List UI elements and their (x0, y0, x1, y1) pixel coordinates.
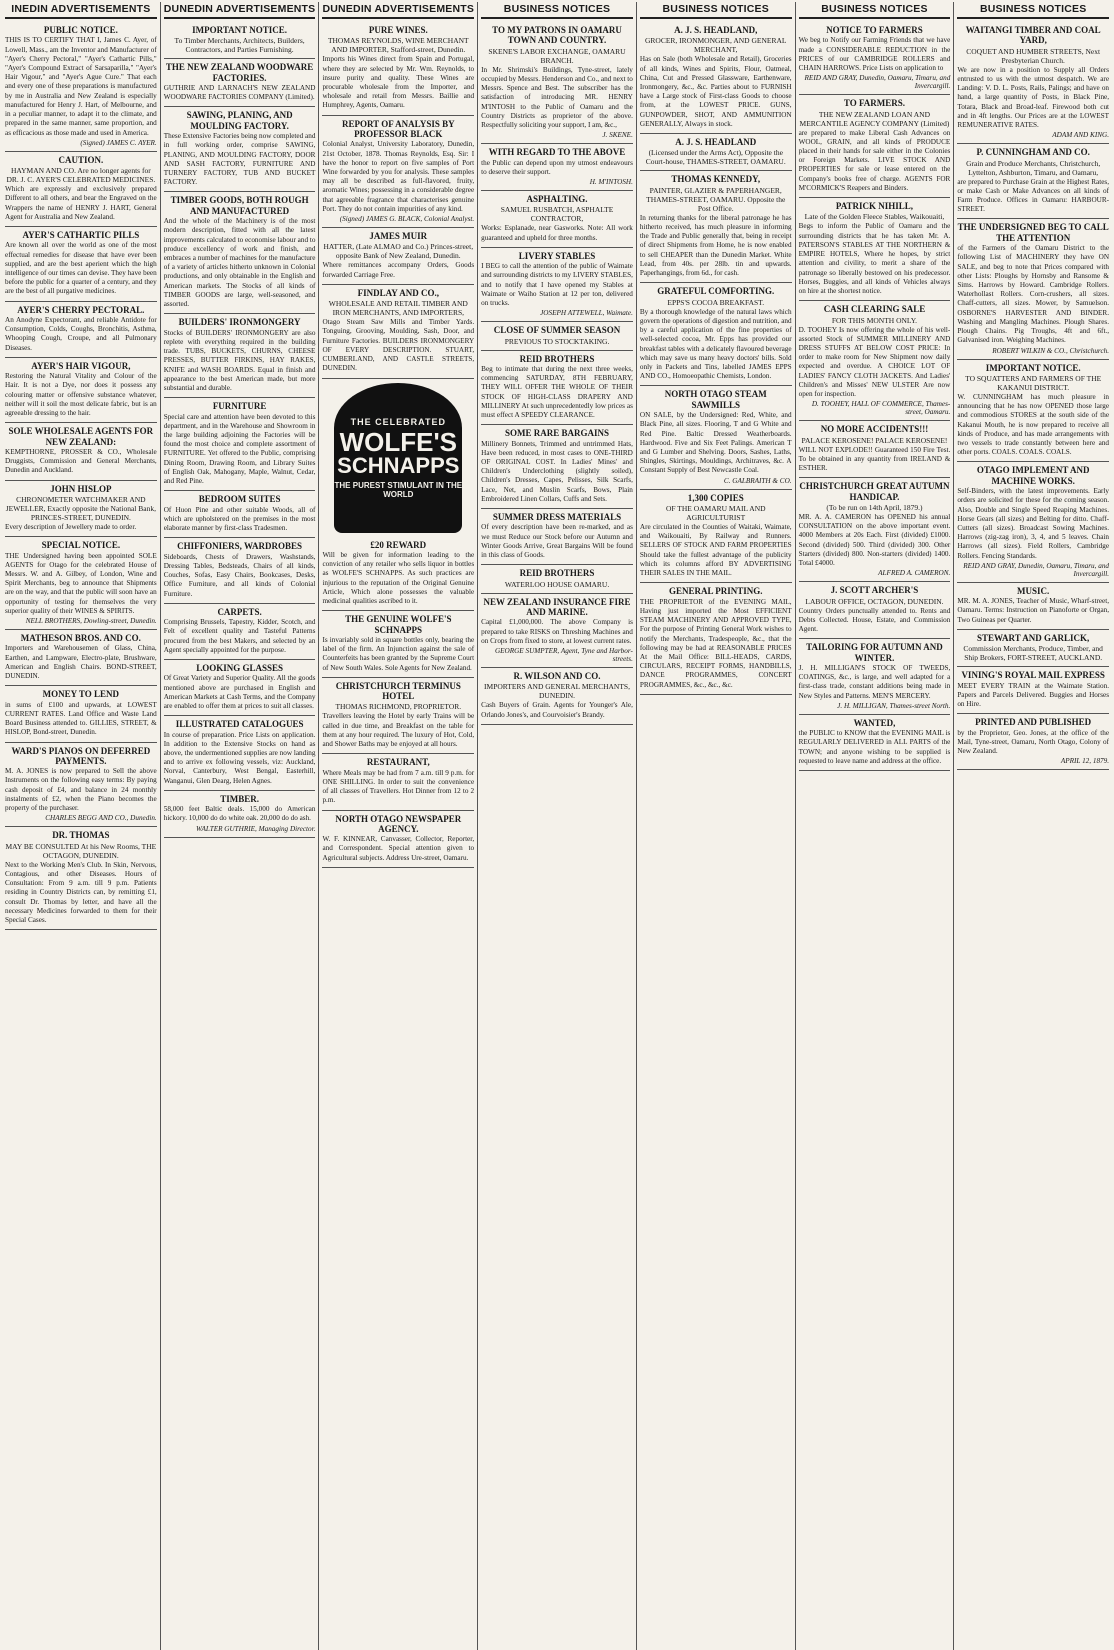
ad-body: Imports his Wines direct from Spain and Portugal, where they are selected by Mr. Wm. Reynolds, to insure purity and quality. These Wines are procurable wholesale from the Importer, and wholesale and retail from Messrs. Baillie and Humphrey, Agents, Oamaru. (322, 55, 475, 110)
ad-title: PATRICK NIHILL, (835, 201, 914, 212)
advertisement (5, 481, 157, 538)
ad-subtitle: (Licensed under the Arms Act), Opposite the Court-house, THAMES-STREET, OAMARU. (645, 148, 786, 167)
column-header: DUNEDIN ADVERTISEMENTS (322, 2, 474, 19)
schnapps-line-2: WOLFE'S (339, 426, 457, 457)
ad-signature: WALTER GUTHRIE, Managing Director. (195, 824, 316, 833)
ad-title: BUILDERS' IRONMONGERY (178, 317, 301, 328)
ad-signature: (Signed) JAMES G. BLACK, Colonial Analyst. (339, 215, 475, 224)
column-header: DUNEDIN ADVERTISEMENTS (164, 2, 316, 19)
ad-title: SAWING, PLANING, AND MOULDING FACTORY. (186, 110, 293, 131)
ad-body: Beg to intimate that during the next three weeks, commencing SATURDAY, 8TH FEBRUARY, THEY WILL OFFER THE WHOLE OF THEIR STOCK OF HIGH-CLASS DRAPERY AND MILLINERY At such unprecedentedly low prices as must effect A SPEEDY CLEARANCE. (481, 364, 633, 419)
ad-body: J. H. MILLIGAN'S STOCK OF TWEEDS, COATINGS, &c., is large, and well adapted for a first-class trade, constant additions being made in New Styles and Patterns. MEN'S MERCERY. (798, 663, 951, 700)
ad-title: THE GENUINE WOLFE'S SCHNAPPS (345, 614, 452, 635)
ad-body: in sums of £100 and upwards, at LOWEST CURRENT RATES. Land Office and Waste Land Board Business attended to. GILLIES, STREET, & HISLOP, Bond-street, Dunedin. (5, 700, 157, 737)
ad-body: Colonial Analyst, University Laboratory, Dunedin, 21st October, 1878. Thomas Reynolds, Esq. Sir: I have the honor to report on five samples of Port Wine forwarded by you for analysis. These samples may all be described as full-flavored, fruity, aromatic Wines; possessing in a considerable degree that agreeable fragrance that characterises genuine Port. They do not contain impurities of any kind. (322, 140, 475, 213)
ad-title: CLOSE OF SUMMER SEASON (493, 325, 621, 336)
ad-subtitle: GROCER, IRONMONGER, AND GENERAL MERCHANT, (645, 36, 787, 55)
ad-body: Works: Esplanade, near Gasworks. Note: All work guaranteed and upheld for three months. (481, 224, 633, 242)
ad-body: Country Orders punctually attended to. Rents and Debts Collected. House, Estate, and Commission Agent. (798, 606, 951, 634)
ad-title: LIVERY STABLES (518, 250, 596, 261)
ad-signature: J. H. MILLIGAN, Thames-street North. (837, 701, 951, 710)
ad-body: THIS IS TO CERTIFY THAT I, James C. Ayer, of Lowell, Mass., am the Inventor and Manufacturer of "Ayer's Cherry Pectoral," "Ayer's Cathartic Pills," "Ayer's Compound Extract of Sarsaparilla," "Ayer's Hair Vigour," and "Ayer's Ague Cure." That each and every one of these preparations is manufactured by me in Australia and New Zealand is especially manufactured for Henry J. Hart, of Melbourne, and in a peculiar manner, to adapt it to the climate, and prepared in the same manner, same proportion, and as efficacious as those made and used in America. (5, 36, 157, 137)
ad-title: A. J. S. HEADLAND (675, 137, 757, 148)
advertisement (322, 754, 474, 810)
advertisement (5, 630, 157, 686)
ad-title: PUBLIC NOTICE. (43, 25, 118, 35)
ad-body: W. CUNNINGHAM has much pleasure in announcing that he has now OPENED those large and commodious STORES at the south side of the Kakanui Mouth, he is now prepared to receive all kinds of Produce, and has made arrangements with two vessels to trade constantly between here and other ports. COALS. COALS. COALS. (957, 392, 1110, 457)
ad-body: Travellers leaving the Hotel by early Trains will be called in due time, and Breakfast on the table for them at any hour required. The luxury of Hot, Cold, and Shower Baths may be enjoyed at all hours. (322, 712, 475, 749)
advertisement (957, 583, 1109, 630)
ad-body: are prepared to make Liberal Cash Advances on WOOL, GRAIN, and all kinds of PRODUCE placed in their hands for sale either in the Colonies or Foreign Markets. LIVE STOCK AND PROPERTIES for sale or lease entered on the Company's books free of charge. AGENTS FOR M'CORMICK'S Reapers and Binders. (798, 128, 951, 192)
ad-subtitle: Grain and Produce Merchants, Christchurch, Lyttelton, Ashburton, Timaru, and Oamaru, (966, 158, 1101, 177)
ad-title: WANTED, (853, 717, 896, 728)
advertisement (957, 714, 1109, 770)
ad-body: Millinery Bonnets, Trimmed and untrimmed Hats, Have been reduced, in most cases to ONE-THIRD OF ORIGINAL COST. In Ladies' Mines' and Children's Underclothing (slightly soiled), Children's Dresses, Capes, Pelisses, Silk Scarfs, Lace, Net, and Muslin Scarfs, Bows, Plain Embroidered Linen Collars, Cuffs and Sets. (481, 439, 633, 503)
ad-signature: ROBERT WILKIN & CO., Christchurch. (992, 346, 1110, 355)
advertisement (481, 351, 633, 426)
schnapps-bottle-illustration (334, 383, 462, 533)
column-7 (954, 2, 1112, 1650)
advertisement (640, 283, 792, 386)
advertisement (322, 116, 474, 228)
ad-title: THE UNDERSIGNED BEG TO CALL THE ATTENTION (957, 222, 1109, 243)
advertisement (481, 144, 633, 191)
ad-body: THE PROPRIETOR of the EVENING MAIL, Having just imported the Most EFFICIENT STEAM MACHINERY AND APPROVED TYPE, For the purpose of Printing General Work wishes to notify the Merchants, Tradespeople, &c., that the following may be had at REASONABLE PRICES At the Mail Office: BILL-HEADS, CARDS, CIRCULARS, RECEIPT FORMS, HANDBILLS, DANCE PROGRAMMES, CONCERT PROGRAMMES, &c., &c., &c. (639, 597, 792, 689)
schnapps-line-4: THE PUREST STIMULANT IN THE WORLD (334, 480, 463, 499)
ad-title: REPORT OF ANALYSIS BY PROFESSOR BLACK (341, 118, 455, 139)
ad-body: Begs to inform the Public of Oamaru and the surrounding districts that he has taken Mr. A. PATERSON'S STABLES AT THE NORTHERN & EMPIRE HOTELS, Where he hopes, by strict attention and civility, to merit a share of the patronage so liberally bestowed on his predecessor. Horses, Buggies, and all kinds of Vehicles always on hire at the shortest notice. (798, 222, 951, 295)
advertisement (640, 134, 792, 171)
advertisement (799, 715, 951, 771)
ad-body: Will be given for information leading to the conviction of any retailer who sells liquor in bottles as WOLFE'S SCHNAPPS. As such practices are injurious to the reputation of the Original Genuine Article, Which alone possesses the valuable medicinal qualities ascribed to it. (322, 550, 475, 605)
ad-body: MR. M. A. JONES, Teacher of Music, Wharf-street, Oamaru. Terms: Instruction on Pianoforte or Organ, Two Guineas per Quarter. (957, 597, 1110, 624)
ad-signature: JOSEPH ATTEWELL, Waimate. (540, 309, 633, 318)
ad-body: THE Undersigned having been appointed SOLE AGENTS for Otago for the celebrated House of Messrs. W. and A. Gilbey, of London, Wine and Spirit Merchants, beg to announce that Shipments are on the way, and that the public will soon have an opportunity of testing for themselves the very superior quality of their WINES & SPIRITS. (5, 551, 157, 615)
advertisement (164, 716, 316, 791)
ad-title: TIMBER GOODS, BOTH ROUGH AND MANUFACTURED (170, 195, 309, 216)
ad-title: IMPORTANT NOTICE. (985, 362, 1081, 373)
ad-title: JOHN HISLOP (50, 483, 112, 494)
ad-body: Of Great Variety and Superior Quality. All the goods mentioned above are purchased in English and American Markets at Cash Terms, and the Company are enabled to offer them at prices to suit all classes. (163, 674, 316, 710)
advertisement (164, 107, 316, 192)
ad-body: KEMPTHORNE, PROSSER & CO., Wholesale Druggists, Commission and General Merchants, Dunedin and Auckland. (5, 447, 157, 475)
ad-body: GUTHRIE AND LARNACH'S NEW ZEALAND WOODWARE FACTORIES COMPANY (Limited). (163, 84, 316, 102)
advertisement (799, 582, 951, 639)
ad-subtitle: FOR THIS MONTH ONLY. (831, 315, 918, 325)
advertisement (5, 358, 157, 423)
ad-title: IMPORTANT NOTICE. (192, 25, 288, 35)
ad-subtitle: WHOLESALE AND RETAIL TIMBER AND IRON MERCHANTS, AND IMPORTERS, (328, 299, 468, 318)
ad-subtitle: MAY BE CONSULTED At his New Rooms, THE OCTAGON, DUNEDIN. (5, 841, 157, 860)
advertisement (322, 22, 474, 116)
schnapps-line-3: SCHNAPPS (337, 452, 460, 478)
advertisement (957, 22, 1109, 144)
advertisement (481, 22, 633, 144)
ad-title: AYER'S CHERRY PECTORAL. (17, 304, 145, 315)
ad-title: TIMBER. (220, 793, 259, 804)
advertisement (481, 248, 633, 322)
column-1 (2, 2, 161, 1650)
ad-body: Cash Buyers of Grain. Agents for Younger's Ale, Orlando Jones's, and Courvoisier's Brandy. (481, 701, 633, 719)
advertisement (322, 228, 474, 285)
ad-title: DR. THOMAS (52, 830, 110, 841)
ad-signature: CHARLES BEGG AND CO., Dunedin. (45, 814, 157, 823)
ad-title: CHRISTCHURCH GREAT AUTUMN HANDICAP. (799, 481, 950, 502)
ad-title: PRINTED AND PUBLISHED (975, 717, 1092, 728)
ad-body: 58,000 feet Baltic deals. 15,000 do American hickory. 10,000 do do white oak. 20,000 do do ash. (163, 805, 316, 823)
ad-body: Are circulated in the Counties of Waitaki, Waimate, and Waikouaiti, By Railway and Runners. SELLERS OF STOCK AND FARM PROPERTIES Should take the fullest advantage of the publicity which its columns afford BY ADVERTISING THEIR SALES IN THE MAIL. (639, 522, 792, 578)
ad-signature: H. M'INTOSH. (589, 178, 633, 186)
column-header: INEDIN ADVERTISEMENTS (5, 2, 157, 19)
ad-body: W. F. KINNEAR, Canvasser, Collector, Reporter, and Correspondent. Special attention given to Agricultural subjects. Address Ure-street, Oamaru. (322, 835, 475, 862)
advertisement (481, 191, 633, 248)
advertisement (481, 509, 633, 565)
advertisement (5, 537, 157, 630)
column-2 (161, 2, 320, 1650)
advertisement (481, 594, 633, 668)
ad-body: of the Farmers of the Oamaru District to the following List of MACHINERY they have ON SALE, and beg to note that Prices compared with other Lists: Ploughs by Hornsby and Ransome & Sims. Harrows by Howard. Cambridge Rollers. Waterhollast Rollers. Corn-crushers, all sizes. Chaff-cutters, all sizes. Mower, by Samuelson. OSBORNE'S HARVESTER AND BINDER. Washing and Mangling Machines. Plough Shares. Plough Chains. Pig Troughs, 4ft and 6ft., Galvanised iron. Weighing Machines. (957, 244, 1110, 345)
advertisement (799, 95, 951, 198)
ad-body: by the Proprietor, Geo. Jones, at the office of the Mail, Tyne-street, Oamaru, North Otago, Colony of New Zealand. (957, 728, 1110, 755)
column-5 (637, 2, 796, 1650)
ad-body: And the whole of the Machinery is of the most modern description, fitted with all the latest improvements calculated to economise labour and to produce excellency of work and finish, and embraces a number of machines for the manufacture of a variety of articles hitherto unknown in Colonial productions, and only obtainable in the English and American markets. The Stocks of all kinds of TIMBER GOODS are large, well-seasoned, and assorted. (163, 217, 316, 309)
ad-title: GRATEFUL COMFORTING. (657, 286, 775, 297)
ad-title: 1,300 COPIES (687, 492, 744, 503)
ad-subtitle: LABOUR OFFICE, OCTAGON, DUNEDIN. (805, 596, 944, 606)
advertisement (481, 322, 633, 350)
advertisement (957, 219, 1109, 359)
advertisement (5, 743, 157, 828)
ad-body: Where Meals may be had from 7 a.m. till 9 p.m. for ONE SHILLING. In order to suit the convenience of all classes of Travellers. Hot Dinner from 12 to 2 p.m. (322, 768, 475, 805)
ad-body: Otago Steam Saw Mills and Timber Yards. Tonguing, Grooving, Moulding, Sash, Door, and Furniture Factories. BUILDERS IRONMONGERY OF EVERY DESCRIPTION. STUART, CUMBERLAND, AND CASTLE STREETS, DUNEDIN. (322, 318, 475, 373)
advertisement (164, 491, 316, 538)
ad-title: FINDLAY AND CO., (357, 287, 439, 298)
column-3 (319, 2, 478, 1650)
ad-signature: NELL BROTHERS, Dowling-street, Dunedin. (25, 617, 157, 626)
ad-title: CARPETS. (217, 606, 262, 617)
ad-title: WAITANGI TIMBER AND COAL YARD, (965, 25, 1101, 46)
ad-title: MONEY TO LEND (42, 689, 120, 700)
ad-title: NEW ZEALAND INSURANCE FIRE AND MARINE. (483, 596, 631, 617)
ad-body: Comprising Brussels, Tapestry, Kidder, Scotch, and Felt of excellent quality and Tasteful Patterns procured from the best Makers, and selected by an Agent specially appointed for the purpose. (163, 618, 316, 654)
advertisement (481, 425, 633, 509)
advertisement (322, 678, 474, 755)
ad-title: VINING'S ROYAL MAIL EXPRESS (961, 670, 1105, 681)
ad-body: Are known all over the world as one of the most effectual remedies for disease that have ever been supplied, and are the best aperient which the high intelligence of our times can devise. They have been before the public for a quarter of a century, and they are the best of all purgative medicines. (5, 241, 157, 296)
advertisement (640, 490, 792, 584)
ad-title: TAILORING FOR AUTUMN AND WINTER. (806, 642, 943, 663)
ad-title: RESTAURANT, (366, 757, 430, 768)
ad-title: ASPHALTING. (526, 194, 588, 204)
ad-title: SOLE WHOLESALE AGENTS FOR NEW ZEALAND: (8, 426, 154, 447)
advertisement (5, 22, 157, 152)
ad-body: MR. A. A. CAMERON has OPENED his annual CONSULTATION on the above important event. 4000 Members at 20s Each. First (divided) £1000. Second (divided) 500. Third (divided) 300. Other Starters (divided) 800. Non-starters (divided) 1400. Total £4000. (798, 512, 951, 568)
ad-title: GENERAL PRINTING. (668, 586, 763, 597)
ad-subtitle: Late of the Golden Fleece Stables, Waikouaiti, (804, 212, 945, 222)
advertisement (481, 668, 633, 725)
ad-title: NO MORE ACCIDENTS!!! (820, 424, 929, 435)
ad-signature: D. TOOHEY, HALL OF COMMERCE, Thames-street, Oamaru. (811, 400, 951, 417)
ad-body: Of every description have been re-marked, and as we must Reduce our Stock before our Autumn and Winter Goods Arrive, Great Bargains Will be found in this class of Goods. (481, 523, 633, 560)
ad-title: A. J. S. HEADLAND, (674, 25, 758, 35)
column-header: BUSINESS NOTICES (957, 2, 1109, 19)
ad-subtitle: Commission Merchants, Produce, Timber, and Ship Brokers, FORT-STREET, AUCKLAND. (963, 644, 1103, 663)
ad-title: R. WILSON AND CO. (513, 671, 601, 681)
ad-subtitle: (To be run on 14th April, 1879.) (826, 502, 923, 512)
advertisement (957, 144, 1109, 219)
advertisement (640, 583, 792, 695)
ad-body: Importers and Warehousemen of Glass, China, Earthen, and Lampware, Electro-plate, Brushware, American and English Chairs. BOND-STREET, DUNEDIN. (5, 644, 157, 681)
ad-subtitle: THOMAS REYNOLDS, WINE MERCHANT AND IMPORTER, Stafford-street, Dunedin. (327, 36, 469, 55)
ad-body: WILL NOT EXPLODE!! Guaranteed 150 Fire Test. To be obtained in any quantity from IRELAND & ESTHER. (798, 445, 951, 473)
advertisement (5, 686, 157, 742)
ad-signature: J. SKENE. (602, 131, 633, 140)
ad-subtitle: THE NEW ZEALAND LOAN AND MERCANTILE AGENCY COMPANY (Limited) (799, 109, 950, 128)
advertisement (164, 791, 316, 838)
ad-body: Stocks of BUILDERS' IRONMONGERY are also replete with everything required in the building trade. TUBS, BUCKETS, CHURNS, CHEESE PRESSES, BUTTER FIRKINS, HAY RAKES, KNIFE and WASH BOARDS. Equal in finish and appearance to the best American made, but more substantial and durable. (163, 328, 316, 392)
advertisement (957, 360, 1109, 463)
ad-title: TO FARMERS. (843, 98, 906, 109)
advertisement (799, 301, 951, 421)
ad-title: BEDROOM SUITES (198, 494, 281, 505)
ad-body: These Extensive Factories being now completed and in full working order, comprise SAWING, PLANING, AND MOULDING FACTORY, DOOR AND SASH FACTORY, FURNITURE AND TURNERY FACTORY, TUB AND BUCKET FACTORY. (163, 132, 316, 187)
ad-title: SUMMER DRESS MATERIALS (492, 512, 622, 523)
ad-body: In course of preparation. Price Lists on application. In addition to the Extensive Stocks on hand as above, the undermentioned supplies are now landing and to arrive ex following vessels, viz: Auckland, Norval, Canterbury, West Bengal, Easterhill, Wanganui, Glen Dearg, Helen Agnes. (163, 730, 316, 785)
advertisement (799, 639, 951, 715)
ad-body: By a thorough knowledge of the natural laws which govern the operations of digestion and nutrition, and by a careful application of the fine properties of well-selected cocoa, Mr. Epps has provided our breakfast tables with a delicately flavoured beverage which may save us many heavy doctors' bills. Sold only in Packets and Tins, labelled JAMES EPPS AND CO., Homoeopathic Chemists, London. (639, 307, 792, 381)
ad-subtitle: EPPS'S COCOA BREAKFAST. (667, 297, 765, 307)
ad-body: are prepared to Purchase Grain at the Highest Rates, or make Cash or Make Advances on all kinds of Farm Produce. Offices in Oamaru: HARBOUR-STREET. (957, 177, 1110, 214)
ad-title: £20 REWARD (370, 539, 427, 550)
ad-body: Is invariably sold in square bottles only, bearing the label of the firm. An Injunction against the sale of Counterfeits has been granted by the Supreme Court of New South Wales. Sole Agents for New Zealand. (322, 635, 475, 672)
advertisement (164, 660, 316, 716)
ad-body: Special care and attention have been devoted to this department, and in the Warehouse and Showroom in the large building adjoining the Factories will be found the most choice and complete assortment of FURNITURE. Yet offered to the Public, comprising Dining Room, Drawing Room, and Library Suites of English Oak, Mahogany, Maple, Walnut, Cedar, and Red Pine. (163, 412, 316, 486)
column-header: BUSINESS NOTICES (640, 2, 792, 19)
ad-subtitle: PAINTER, GLAZIER & PAPERHANGER, THAMES-STREET, OAMARU. Opposite the Post Office. (646, 185, 786, 213)
column-header: BUSINESS NOTICES (799, 2, 951, 19)
ad-title: TO MY PATRONS IN OAMARU TOWN AND COUNTRY. (492, 25, 622, 46)
ad-body: D. TOOHEY Is now offering the whole of his well-assorted Stock of SUMMER MILLINERY AND DRESS STUFFS AT BELOW COST PRICE: In order to make room for New Shipment now daily expected and overdue. A CHOICE LOT OF LADIES' FANCY CLOTH JACKETS. And Ladies' Children's and Misses' NEW ULSTER Are now open for inspection. (798, 325, 951, 399)
ad-body: M. A. JONES is now prepared to Sell the above Instruments on the following easy terms: By paying cash deposit of £4, and balance in 24 monthly instalments of £2, when the Piano becomes the property of the purchaser. (5, 767, 157, 813)
ad-title: NOTICE TO FARMERS (826, 25, 923, 35)
advertisement (5, 827, 157, 930)
advertisement (164, 192, 316, 314)
ad-title: NORTH OTAGO STEAM SAWMILLS (664, 389, 767, 410)
ad-signature: REID AND GRAY, Dunedin, Oamaru, Timaru, and Invercargill. (963, 561, 1110, 578)
ad-body: Capital £1,000,000. The above Company is prepared to take RISKS on Threshing Machines and on Crops from fixed to store, at lowest current rates. (481, 618, 633, 645)
ad-title: ILLUSTRATED CATALOGUES (175, 719, 304, 730)
ad-title: SOME RARE BARGAINS (505, 428, 610, 439)
ad-body: Of Huon Pine and other suitable Woods, all of which are upholstered on the premises in the most elaborate manner by first-class Tradesmen. (163, 505, 316, 533)
advertisement (164, 398, 316, 491)
column-4 (478, 2, 637, 1650)
ad-title: THE NEW ZEALAND WOODWARE FACTORIES. (165, 62, 314, 83)
ad-title: WITH REGARD TO THE ABOVE (488, 147, 626, 158)
ad-title: CAUTION. (58, 154, 104, 165)
ad-title: STEWART AND GARLICK, (977, 632, 1090, 643)
ad-title: REID BROTHERS (519, 353, 595, 364)
advertisement (5, 423, 157, 480)
ad-title: MATHESON BROS. AND CO. (20, 633, 141, 644)
ad-title: OTAGO IMPLEMENT AND MACHINE WORKS. (976, 465, 1090, 486)
ad-title: CHRISTCHURCH TERMINUS HOTEL (335, 680, 461, 702)
advertisement (164, 538, 316, 603)
ad-body: We are now in a position to Supply all Orders entrusted to us with the utmost despatch. We are Landing: V. D. L. Posts, Rails, Palings; and have on hand, a large quantity of Posts, in Black Pine, Totara, Black and Broad-leaf. Firewood both cut and in 4ft lengths. Our Prices are at the LOWEST REMUNERATIVE RATES. (957, 65, 1110, 129)
ad-body: Which are expressly and exclusively prepared Different to all others, and bear the Engraved on the Wrappers the name of HENRY J. HART, General Agent for Australia and New Zealand. (5, 185, 157, 221)
ad-title: REID BROTHERS (519, 568, 595, 579)
ad-title: AYER'S CATHARTIC PILLS (22, 229, 140, 240)
ad-body: An Anodyne Expectorant, and reliable Antidote for Consumption, Colds, Coughs, Bronchitis, Asthma, Whooping Cough, Croupe, and all Pulmonary Diseases. (5, 315, 157, 352)
ad-subtitle: SKENE'S LABOR EXCHANGE, OAMARU BRANCH. (488, 46, 626, 65)
advertisement (799, 22, 951, 95)
advertisement (5, 227, 157, 302)
column-6 (796, 2, 955, 1650)
ad-subtitle: OF THE OAMARU MAIL AND AGRICULTURIST (665, 503, 766, 522)
advertisement (322, 611, 474, 678)
advertisement (322, 537, 474, 612)
ad-signature: REID AND GRAY, Dunedin, Oamaru, Timaru, and Invercargill. (804, 74, 951, 91)
ad-body: We beg to Notify our Farming Friends that we have made a CONSIDERABLE REDUCTION in the PRICES of our CAMBRIDGE ROLLERS and CHAIN HARROWS. Price Lists on application to (798, 36, 951, 72)
ad-title: THOMAS KENNEDY, (671, 174, 761, 185)
column-header: BUSINESS NOTICES (481, 2, 633, 19)
ad-subtitle: SAMUEL RUSBATCH, ASPHALTE CONTRACTOR, (500, 205, 614, 224)
advertisement (5, 302, 157, 358)
advertisement (640, 22, 792, 134)
ad-signature: C. GALBRAITH & CO. (723, 476, 792, 485)
ad-title: AYER'S HAIR VIGOUR, (31, 360, 131, 371)
ad-subtitle: THOMAS RICHMOND, PROPRIETOR. (335, 702, 462, 712)
ad-subtitle: TO SQUATTERS AND FARMERS OF THE KAKANUI DISTRICT. (965, 373, 1102, 392)
ad-body: Every description of Jewellery made to order. (5, 522, 137, 531)
ad-title: NORTH OTAGO NEWSPAPER AGENCY. (335, 813, 462, 834)
ad-body: the PUBLIC to KNOW that the EVENING MAIL is REGULARLY DELIVERED in ALL PARTS of the TOWN; and anyone wishing to be supplied is requested to leave name and address at the office. (798, 729, 951, 765)
advertisement (5, 152, 157, 227)
advertisement (322, 285, 474, 379)
ad-signature: APRIL 12, 1879. (1060, 757, 1110, 766)
ad-body: Has on Sale (both Wholesale and Retail), Groceries of all kinds, Wines and Spirits, Flour, Oatmeal, China, Cut and Pressed Glassware, Earthenware, Ironmongery, &c., &c. Parties about to FURNISH have a Large stock of First-class Goods to choose from, at the LOWEST PRICE. GUNS, GUNPOWDER, SHOT, AND AMMUNITION GENERALLY, Always in stock. (639, 55, 792, 128)
ad-title: LOOKING GLASSES (196, 662, 283, 673)
advertisement (164, 22, 316, 59)
ad-title: CHIFFONIERS, WARDROBES (177, 541, 302, 552)
advertisement (164, 314, 316, 398)
ad-subtitle: HATTER, (Late ALMAO and Co.) Princes-street, opposite Bank of New Zealand, Dunedin. (323, 242, 474, 261)
ad-subtitle: COQUET AND HUMBER STREETS, Next Presbyterian Church. (966, 46, 1101, 65)
advertisement (481, 565, 633, 593)
ad-signature: ADAM AND KING. (1052, 131, 1110, 140)
ad-body: I BEG to call the attention of the public of Waimate and surrounding districts to my LIVERY STABLES, and to notify that I have opened my Stables at Waimate or Waiho Station at 12 per ton, delivered on trucks. (481, 262, 633, 307)
ad-body: Where remittances accompany Orders, Goods forwarded Carriage Free. (322, 261, 475, 279)
ad-subtitle: WATERLOO HOUSE OAMARU. (504, 579, 610, 589)
ad-title: JAMES MUIR (369, 231, 428, 242)
ad-title: FURNITURE (212, 401, 267, 412)
ad-title: J. SCOTT ARCHER'S (830, 585, 919, 596)
ad-body: In Mr. Shrimski's Buildings, Tyne-street, lately occupied by Messrs. Henderson and Co., and next to Messrs. Spence and Best. The subscriber has the satisfaction of introducing MR. HENRY M'INTOSH to the Public of Oamaru and the Country Districts as proprietor of the above. Respectfully soliciting your support, I am, &c., (481, 65, 633, 129)
ad-title: P. CUNNINGHAM AND CO. (976, 147, 1090, 158)
ad-body: ON SALE, by the Undersigned: Red, White, and Black Pine, all sizes. Flooring, T and G White and Red Pine. Baltic Dressed Weatherboards. Hardwood. Five and Six Feet Palings. American T and G Lumber and Shelving. Doors, Sashes, Laths, Shingles, Skirtings, Mouldings, Architraves, &c. A Constant Supply of Best Newcastle Coal. (639, 411, 792, 475)
advertisement (799, 478, 951, 582)
ad-title: PURE WINES. (368, 25, 428, 35)
advertisement (640, 386, 792, 489)
ad-title: MUSIC. (1017, 585, 1050, 596)
advertisement (164, 59, 316, 107)
ad-subtitle: PALACE KEROSENE! PALACE KEROSENE! (801, 435, 948, 445)
ad-title: CASH CLEARING SALE (823, 304, 926, 315)
ad-title: WARD'S PIANOS ON DEFERRED PAYMENTS. (11, 745, 151, 766)
advertisement (640, 171, 792, 283)
ad-signature: ALFRED A. CAMERON. (878, 569, 951, 578)
ad-body: Restoring the Natural Vitality and Colour of the Hair. It is not a Dye, nor does it possess any colouring matter or offensive substance whatever, neither will it soil the most delicate fabric, but is an agreeable dressing to the hair. (5, 372, 157, 418)
ad-signature: GEORGE SUMPTER, Agent, Tyne and Harbor-streets. (494, 647, 633, 663)
ad-subtitle: PREVIOUS TO STOCKTAKING. (504, 336, 610, 346)
advertisement (957, 667, 1109, 714)
ad-subtitle: HAYMAN AND CO. Are no longer agents for DR. J. C. AYER'S CELEBRATED MEDICINES. (6, 166, 156, 185)
ad-body: Sideboards, Chests of Drawers, Washstands, Dressing Tables, Bedsteads, Chairs of all kinds, Couches, Sofas, Easy Chairs, Bookcases, Desks, Office Furniture, and all kinds of Colonial Furniture. (163, 552, 316, 598)
ad-signature: (Signed) JAMES C. AYER. (80, 138, 157, 147)
ad-subtitle: To Timber Merchants, Architects, Builders, Contractors, and Parties Furnishing. (174, 36, 305, 55)
ad-title: SPECIAL NOTICE. (41, 540, 121, 551)
advertisement (799, 198, 951, 301)
ad-body: the Public can depend upon my utmost endeavours to deserve their support. (481, 158, 633, 176)
ad-body: In returning thanks for the liberal patronage he has hitherto received, has much pleasure in informing the Trade and Public generally that, being in receipt of direct Shipments from Home, he is now enabled to sell CHEAPER than the Dunedin Market. White Lead, from 40s. per 28lb. tin and upwards. Paperhangings, from 6d., for cash. (639, 213, 792, 278)
ad-body: Self-Binders, with the latest improvements. Early orders are solicited for these for the coming season. Also, Double and Single Speed Reaping Machines. Horse Gears (all sizes) and Belting for ditto. Chaff-Cutters (all sizes). Broadcast Sowing Machines. Harrows (zig-zag iron), 3, 4, and 5 leaves. Chain Harrows (all sizes). Field Rollers, Cambridge Rollers. Fencing Standards. (957, 487, 1110, 560)
advertisement (957, 630, 1109, 667)
advertisement (322, 811, 474, 868)
ad-body: MEET EVERY TRAIN at the Waimate Station. Papers and Parcels Delivered. Buggies and Horses on Hire. (957, 681, 1110, 708)
schnapps-line-1: THE CELEBRATED (350, 416, 446, 427)
ad-body: Next to the Working Men's Club. In Skin, Nervous, Contagious, and other Diseases. Hours of Consultation: From 9 a.m. till 9 p.m. Patients residing in Country Districts can, by remitting £1, consult Dr. Thomas by letter, and have all the necessary Medicines forwarded to them for their Special Cases. (5, 860, 157, 924)
advertisement (164, 604, 316, 660)
ad-subtitle: IMPORTERS AND GENERAL MERCHANTS, DUNEDIN. (484, 682, 630, 701)
ad-subtitle: CHRONOMETER WATCHMAKER AND JEWELLER, Exactly opposite the National Bank, PRINCES-STREET, DUNEDIN. (5, 494, 156, 522)
advertisement (799, 421, 951, 478)
advertisement (957, 462, 1109, 582)
